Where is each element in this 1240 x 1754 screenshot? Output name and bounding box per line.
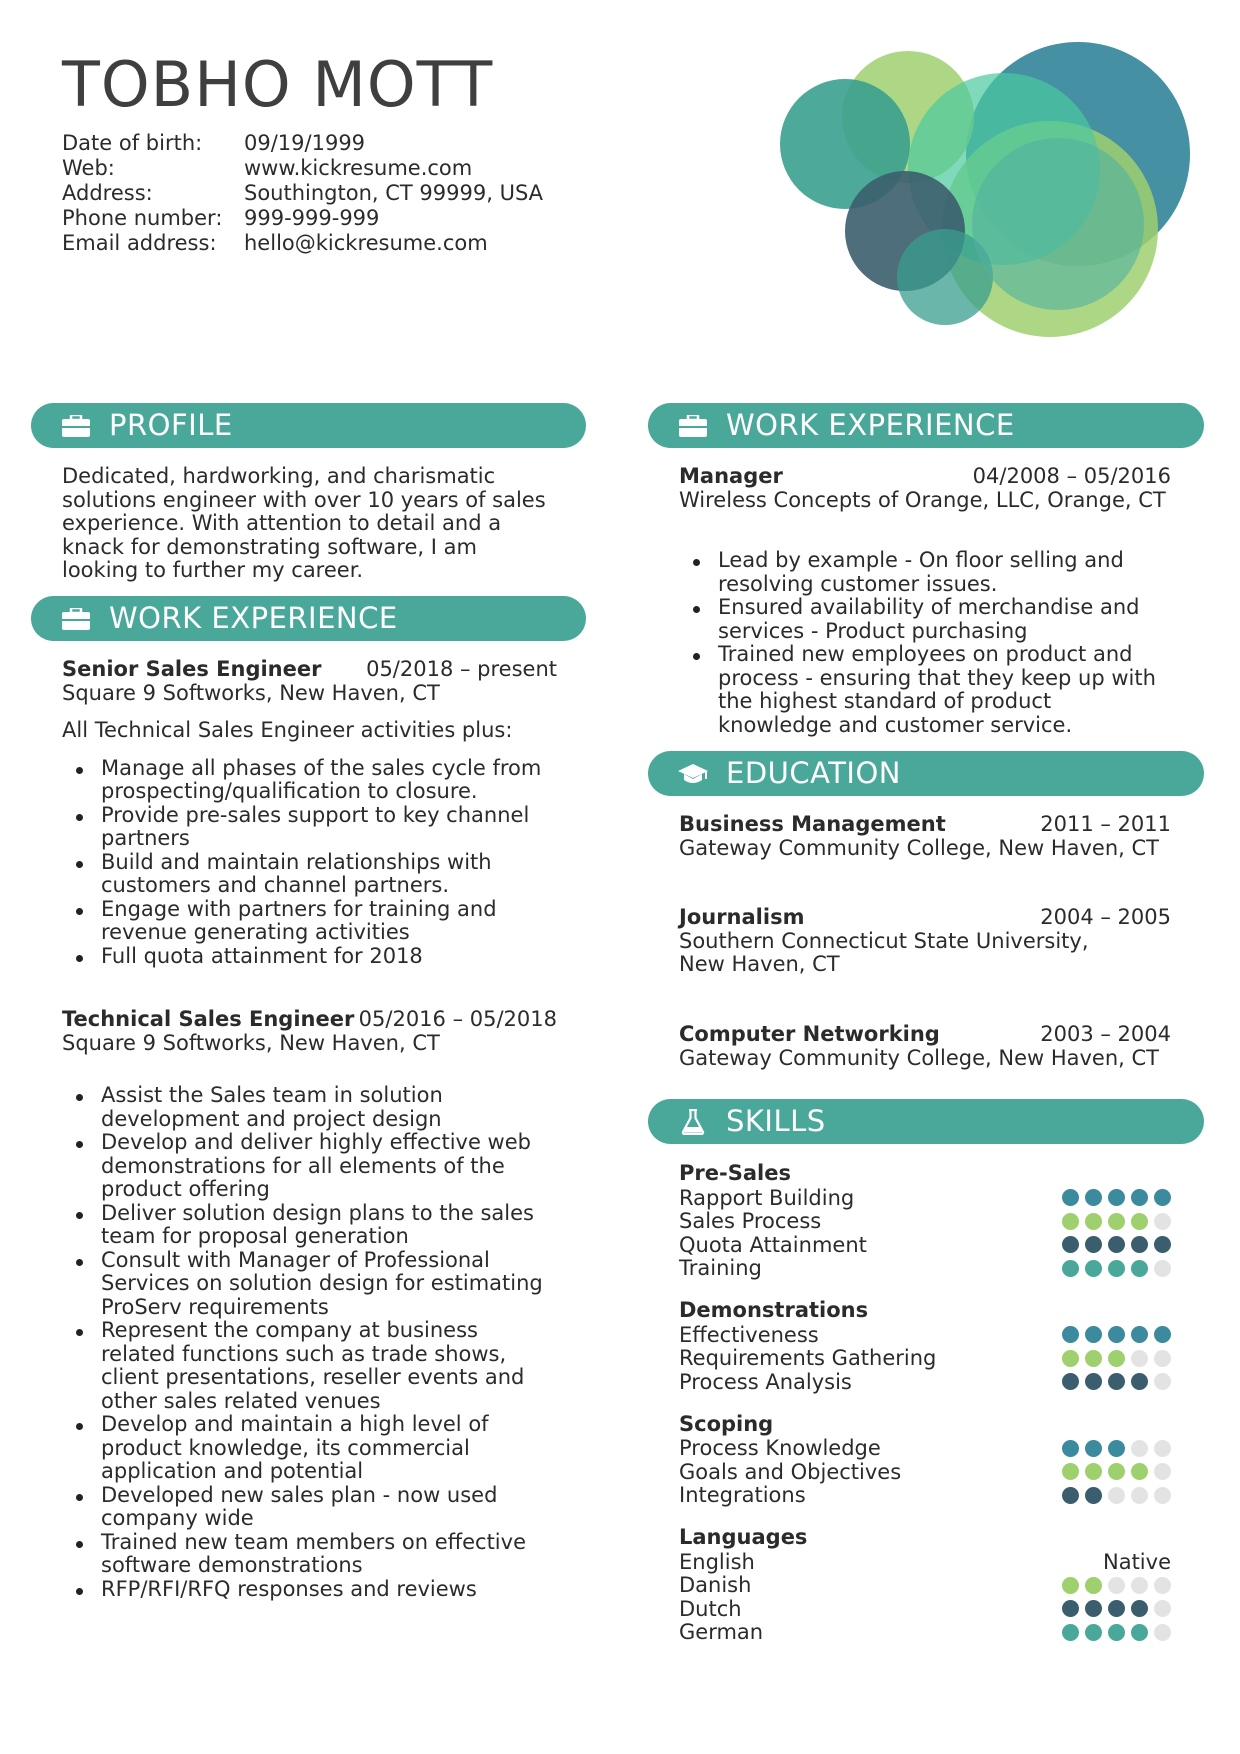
education-header xyxy=(648,751,1204,796)
job-dates: 05/2018 – present xyxy=(366,657,557,681)
skill-group xyxy=(679,1297,1171,1394)
rating-dot-filled xyxy=(1131,1624,1148,1641)
skill-group xyxy=(679,1160,1171,1280)
job-role: Manager xyxy=(679,464,783,488)
rating-dot-empty xyxy=(1131,1487,1148,1504)
education-dates: 2011 – 2011 xyxy=(1040,812,1171,836)
skill-rating xyxy=(1062,1463,1171,1480)
skill-label: Quota Attainment xyxy=(679,1232,867,1257)
rating-dot-filled xyxy=(1131,1260,1148,1277)
rating-dot-filled xyxy=(1108,1189,1125,1206)
rating-dot-empty xyxy=(1154,1463,1171,1480)
profile-title: PROFILE xyxy=(109,408,233,442)
education-item xyxy=(679,906,1171,977)
skill-row xyxy=(679,1460,1171,1484)
personal-info xyxy=(62,131,543,256)
skill-label: Effectiveness xyxy=(679,1322,819,1347)
degree: Business Management xyxy=(679,812,946,836)
rating-dot-filled xyxy=(1085,1577,1102,1594)
rating-dot-filled xyxy=(1108,1373,1125,1390)
info-value: 09/19/1999 xyxy=(244,131,366,155)
rating-dot-empty xyxy=(1131,1350,1148,1367)
profile-header xyxy=(31,403,586,448)
rating-dot-filled xyxy=(1085,1487,1102,1504)
bullet-item: Develop and maintain a high level of product knowledge, its commercial application and potential xyxy=(62,1413,557,1484)
skill-group xyxy=(679,1411,1171,1508)
education-item xyxy=(679,1023,1171,1070)
info-label: Email address: xyxy=(62,231,217,255)
skill-label: Process Knowledge xyxy=(679,1436,881,1461)
rating-dot-filled xyxy=(1062,1624,1079,1641)
rating-dot-filled xyxy=(1085,1440,1102,1457)
skill-category: Pre-Sales xyxy=(679,1161,791,1185)
info-label: Date of birth: xyxy=(62,131,203,155)
skill-rating xyxy=(1062,1326,1171,1343)
rating-dot-filled xyxy=(1108,1260,1125,1277)
rating-dot-filled xyxy=(1108,1326,1125,1343)
skill-level-text: Native xyxy=(1103,1549,1171,1574)
bullet-item: Trained new employees on product and process - ensuring that they keep up with the highest standard of product knowledge and customer service. xyxy=(679,643,1171,737)
bullet-item: Ensured availability of merchandise and services - Product purchasing xyxy=(679,596,1171,643)
work-experience-header xyxy=(31,596,586,641)
school: Gateway Community College, New Haven, CT xyxy=(679,835,1159,860)
skill-row xyxy=(679,1233,1171,1257)
skill-row xyxy=(679,1186,1171,1210)
rating-dot-empty xyxy=(1108,1577,1125,1594)
job-bullets xyxy=(62,1084,557,1601)
school: Southern Connecticut State University, New Haven, CT xyxy=(679,928,1089,976)
briefcase-icon xyxy=(61,607,91,631)
rating-dot-filled xyxy=(1085,1189,1102,1206)
skill-label: Goals and Objectives xyxy=(679,1459,902,1484)
bullet-item: RFP/RFI/RFQ responses and reviews xyxy=(62,1578,557,1602)
briefcase-icon xyxy=(678,414,708,438)
skill-rating xyxy=(1062,1600,1171,1617)
rating-dot-filled xyxy=(1108,1213,1125,1230)
education-title: EDUCATION xyxy=(726,756,902,790)
skill-rating xyxy=(1062,1373,1171,1390)
rating-dot-empty xyxy=(1131,1577,1148,1594)
rating-dot-empty xyxy=(1154,1487,1171,1504)
job-role: Technical Sales Engineer xyxy=(62,1007,355,1031)
rating-dot-filled xyxy=(1085,1373,1102,1390)
education-item xyxy=(679,813,1171,860)
rating-dot-filled xyxy=(1085,1213,1102,1230)
rating-dot-filled xyxy=(1131,1189,1148,1206)
skill-row xyxy=(679,1437,1171,1461)
skill-row xyxy=(679,1621,1171,1645)
skill-label: Sales Process xyxy=(679,1209,822,1234)
info-row xyxy=(62,231,543,256)
rating-dot-filled xyxy=(1085,1326,1102,1343)
skill-label: Process Analysis xyxy=(679,1369,852,1394)
rating-dot-filled xyxy=(1062,1463,1079,1480)
rating-dot-empty xyxy=(1154,1350,1171,1367)
skill-rating xyxy=(1062,1189,1171,1206)
skills-title: SKILLS xyxy=(726,1104,826,1138)
rating-dot-empty xyxy=(1154,1440,1171,1457)
rating-dot-filled xyxy=(1154,1189,1171,1206)
rating-dot-filled xyxy=(1062,1236,1079,1253)
rating-dot-filled xyxy=(1131,1236,1148,1253)
skill-rating xyxy=(1062,1236,1171,1253)
skills-header xyxy=(648,1099,1204,1144)
skill-label: German xyxy=(679,1620,764,1645)
rating-dot-filled xyxy=(1062,1260,1079,1277)
circle-teal-overlap xyxy=(972,138,1144,310)
job-role: Senior Sales Engineer xyxy=(62,657,322,681)
rating-dot-empty xyxy=(1154,1373,1171,1390)
rating-dot-filled xyxy=(1108,1236,1125,1253)
info-value: Southington, CT 99999, USA xyxy=(244,181,544,205)
bullet-item: Manage all phases of the sales cycle from prospecting/qualification to closure. xyxy=(62,757,557,804)
profile-text: Dedicated, hardworking, and charismatic solutions engineer with over 10 years of sales experience. With attention to detail and a knack for demonstrating software, I am looking to further my career. xyxy=(62,464,546,582)
skill-label: English xyxy=(679,1549,755,1574)
rating-dot-filled xyxy=(1131,1373,1148,1390)
rating-dot-empty xyxy=(1154,1600,1171,1617)
education-dates: 2003 – 2004 xyxy=(1040,1022,1171,1046)
skill-row xyxy=(679,1210,1171,1234)
skill-rating xyxy=(1062,1440,1171,1457)
rating-dot-filled xyxy=(1062,1350,1079,1367)
rating-dot-empty xyxy=(1154,1577,1171,1594)
rating-dot-filled xyxy=(1062,1600,1079,1617)
rating-dot-filled xyxy=(1085,1260,1102,1277)
rating-dot-empty xyxy=(1108,1487,1125,1504)
bullet-item: Full quota attainment for 2018 xyxy=(62,945,557,969)
rating-dot-filled xyxy=(1062,1213,1079,1230)
skill-label: Dutch xyxy=(679,1596,742,1621)
bullet-item: Deliver solution design plans to the sales team for proposal generation xyxy=(62,1202,557,1249)
skill-category: Languages xyxy=(679,1525,808,1549)
briefcase-icon xyxy=(61,414,91,438)
skill-label: Danish xyxy=(679,1573,752,1598)
bullet-item: Trained new team members on effective software demonstrations xyxy=(62,1531,557,1578)
education-dates: 2004 – 2005 xyxy=(1040,905,1171,929)
skill-label: Requirements Gathering xyxy=(679,1346,937,1371)
skill-category: Scoping xyxy=(679,1411,774,1436)
bullet-item: Represent the company at business related functions such as trade shows, client presentations, reseller events and other sales related venues xyxy=(62,1319,557,1413)
bullet-item: Assist the Sales team in solution development and project design xyxy=(62,1084,557,1131)
rating-dot-filled xyxy=(1108,1440,1125,1457)
degree: Journalism xyxy=(679,905,805,929)
bullet-item: Lead by example - On floor selling and resolving customer issues. xyxy=(679,549,1171,596)
job-company: Square 9 Softworks, New Haven, CT xyxy=(62,680,440,705)
info-label: Phone number: xyxy=(62,206,223,230)
degree: Computer Networking xyxy=(679,1022,940,1046)
info-value: 999-999-999 xyxy=(244,206,380,230)
flask-icon xyxy=(678,1110,708,1134)
work-experience-right-title: WORK EXPERIENCE xyxy=(726,408,1015,442)
skill-row xyxy=(679,1347,1171,1371)
job-company: Square 9 Softworks, New Haven, CT xyxy=(62,1030,440,1055)
skill-label: Rapport Building xyxy=(679,1185,855,1210)
info-label: Web: xyxy=(62,156,115,180)
bullet-item: Develop and deliver highly effective web demonstrations for all elements of the product offering xyxy=(62,1131,557,1202)
rating-dot-filled xyxy=(1154,1326,1171,1343)
bullet-item: Provide pre-sales support to key channel partners xyxy=(62,804,557,851)
skill-label: Integrations xyxy=(679,1483,806,1508)
job-bullets xyxy=(679,549,1171,737)
rating-dot-filled xyxy=(1108,1600,1125,1617)
skill-row xyxy=(679,1550,1171,1574)
decorative-circles-graphic xyxy=(760,24,1220,364)
rating-dot-filled xyxy=(1108,1463,1125,1480)
info-label: Address: xyxy=(62,181,153,205)
rating-dot-filled xyxy=(1062,1189,1079,1206)
rating-dot-filled xyxy=(1131,1326,1148,1343)
rating-dot-filled xyxy=(1062,1487,1079,1504)
bullet-item: Developed new sales plan - now used company wide xyxy=(62,1484,557,1531)
job-bullets xyxy=(62,757,557,969)
rating-dot-filled xyxy=(1085,1350,1102,1367)
skill-row xyxy=(679,1323,1171,1347)
rating-dot-filled xyxy=(1085,1600,1102,1617)
rating-dot-filled xyxy=(1062,1373,1079,1390)
skill-rating xyxy=(1062,1213,1171,1230)
bullet-item: Consult with Manager of Professional Services on solution design for estimating ProServ requirements xyxy=(62,1249,557,1320)
skill-rating xyxy=(1062,1624,1171,1641)
job-intro: All Technical Sales Engineer activities plus: xyxy=(62,718,513,742)
job-manager xyxy=(679,465,1171,737)
info-value: hello@kickresume.com xyxy=(244,231,488,255)
info-row xyxy=(62,181,543,206)
job-company: Wireless Concepts of Orange, LLC, Orange, CT xyxy=(679,487,1166,512)
info-row xyxy=(62,206,543,231)
rating-dot-filled xyxy=(1131,1600,1148,1617)
skill-row xyxy=(679,1370,1171,1394)
info-row xyxy=(62,131,543,156)
skill-rating xyxy=(1062,1260,1171,1277)
rating-dot-filled xyxy=(1062,1326,1079,1343)
skill-row xyxy=(679,1597,1171,1621)
info-value: www.kickresume.com xyxy=(244,156,473,180)
rating-dot-filled xyxy=(1062,1440,1079,1457)
job-technical-sales-engineer xyxy=(62,1008,557,1601)
skills-list xyxy=(679,1160,1171,1661)
rating-dot-filled xyxy=(1131,1213,1148,1230)
skill-row xyxy=(679,1484,1171,1508)
rating-dot-empty xyxy=(1131,1440,1148,1457)
job-dates: 05/2016 – 05/2018 xyxy=(358,1007,557,1031)
skill-rating xyxy=(1062,1350,1171,1367)
rating-dot-empty xyxy=(1154,1213,1171,1230)
skill-rating xyxy=(1062,1577,1171,1594)
rating-dot-filled xyxy=(1131,1463,1148,1480)
work-experience-right-header xyxy=(648,403,1204,448)
work-experience-title: WORK EXPERIENCE xyxy=(109,601,398,635)
skill-label: Training xyxy=(679,1256,762,1281)
rating-dot-filled xyxy=(1154,1236,1171,1253)
rating-dot-filled xyxy=(1062,1577,1079,1594)
skill-row xyxy=(679,1257,1171,1281)
school: Gateway Community College, New Haven, CT xyxy=(679,1045,1159,1070)
info-row xyxy=(62,156,543,181)
rating-dot-filled xyxy=(1085,1463,1102,1480)
bullet-item: Build and maintain relationships with customers and channel partners. xyxy=(62,851,557,898)
rating-dot-empty xyxy=(1154,1260,1171,1277)
rating-dot-filled xyxy=(1085,1236,1102,1253)
rating-dot-filled xyxy=(1108,1624,1125,1641)
skill-row xyxy=(679,1574,1171,1598)
skill-category: Demonstrations xyxy=(679,1298,869,1322)
skill-rating xyxy=(1062,1487,1171,1504)
rating-dot-filled xyxy=(1108,1350,1125,1367)
candidate-name: TOBHO MOTT xyxy=(62,48,494,121)
job-dates: 04/2008 – 05/2016 xyxy=(972,464,1171,488)
bullet-item: Engage with partners for training and revenue generating activities xyxy=(62,898,557,945)
graduation-cap-icon xyxy=(678,762,708,786)
rating-dot-filled xyxy=(1085,1624,1102,1641)
rating-dot-empty xyxy=(1154,1624,1171,1641)
job-senior-sales-engineer xyxy=(62,658,557,968)
skill-group xyxy=(679,1524,1171,1644)
